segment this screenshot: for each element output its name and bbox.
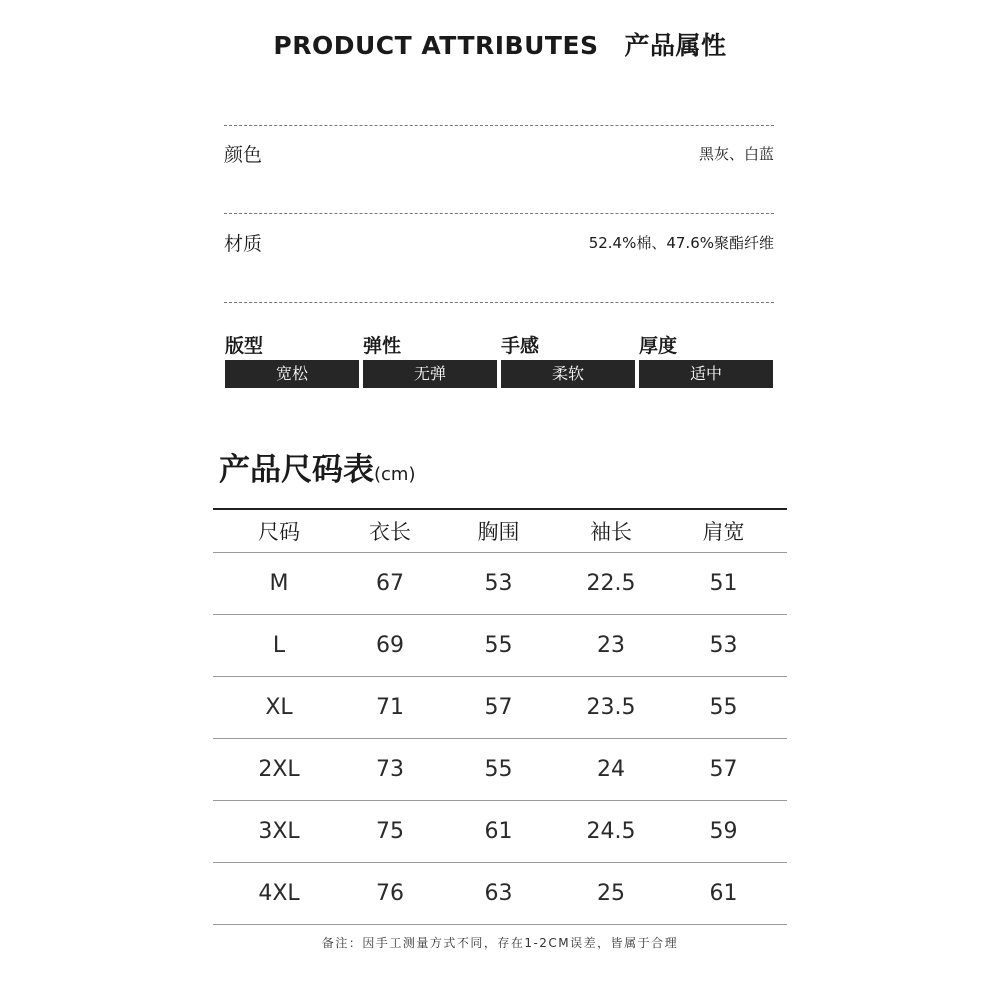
table-cell: L: [272, 633, 286, 658]
material-value: 52.4%棉、47.6%聚酯纤维: [588, 234, 774, 252]
table-row: [213, 863, 787, 925]
property-label: 弹性: [363, 335, 402, 357]
color-value: 黑灰、白蓝: [698, 145, 774, 163]
column-header-size: 尺码: [258, 520, 300, 544]
table-cell: 57: [709, 757, 738, 782]
table-cell: 57: [484, 695, 513, 720]
color-label: 颜色: [224, 144, 263, 166]
table-cell: M: [269, 571, 289, 596]
table-cell: 22.5: [586, 571, 636, 596]
table-cell: 51: [709, 571, 738, 596]
table-cell: 53: [709, 633, 738, 658]
column-header-chest: 胸围: [477, 520, 520, 544]
title-english: PRODUCT ATTRIBUTES: [273, 31, 599, 60]
table-row: [213, 677, 787, 739]
table-cell: 76: [376, 881, 404, 906]
property-fit: [225, 333, 359, 388]
table-cell: 4XL: [258, 881, 300, 906]
size-chart-title-text: 产品尺码表: [219, 452, 374, 488]
property-elasticity: [363, 333, 497, 388]
property-value-box: 柔软: [501, 360, 635, 388]
table-cell: 2XL: [258, 757, 300, 782]
column-header-shoulder: 肩宽: [702, 520, 745, 544]
divider: [224, 125, 774, 126]
table-cell: 24.5: [586, 819, 636, 844]
table-cell: 24: [597, 757, 625, 782]
table-cell: 55: [484, 633, 513, 658]
table-cell: 23.5: [586, 695, 636, 720]
table-cell: 25: [597, 881, 625, 906]
table-row: [213, 615, 787, 677]
table-cell: 55: [709, 695, 738, 720]
size-chart-unit: (cm): [374, 464, 416, 485]
property-label: 厚度: [639, 335, 678, 357]
property-thickness: [639, 333, 773, 388]
page-title: [0, 26, 1000, 62]
property-value-box: 宽松: [225, 360, 359, 388]
size-table: [213, 508, 787, 925]
table-cell: 59: [709, 819, 738, 844]
divider: [224, 213, 774, 214]
column-header-length: 衣长: [369, 520, 411, 544]
size-chart-title: [219, 444, 415, 489]
property-value-box: 无弹: [363, 360, 497, 388]
table-cell: 63: [484, 881, 513, 906]
table-cell: 23: [597, 633, 625, 658]
table-cell: 69: [376, 633, 404, 658]
table-row: [213, 553, 787, 615]
table-cell: 61: [484, 819, 513, 844]
column-header-sleeve: 袖长: [590, 520, 632, 544]
table-row: [213, 801, 787, 863]
table-cell: 53: [484, 571, 513, 596]
table-cell: XL: [265, 695, 293, 720]
table-header-row: [213, 510, 787, 553]
table-cell: 3XL: [258, 819, 300, 844]
table-cell: 75: [376, 819, 404, 844]
table-cell: 61: [709, 881, 738, 906]
property-label: 手感: [501, 335, 540, 357]
table-cell: 71: [376, 695, 404, 720]
table-cell: 55: [484, 757, 513, 782]
divider: [224, 302, 774, 303]
footnote: 备注：因手工测量方式不同，存在1-2CM误差，皆属于合理: [321, 936, 679, 950]
material-label: 材质: [224, 233, 263, 255]
property-value-box: 适中: [639, 360, 773, 388]
property-label: 版型: [225, 335, 264, 357]
title-chinese: 产品属性: [624, 31, 727, 60]
property-feel: [501, 333, 635, 388]
table-row: [213, 739, 787, 801]
table-cell: 73: [376, 757, 404, 782]
table-cell: 67: [376, 571, 404, 596]
